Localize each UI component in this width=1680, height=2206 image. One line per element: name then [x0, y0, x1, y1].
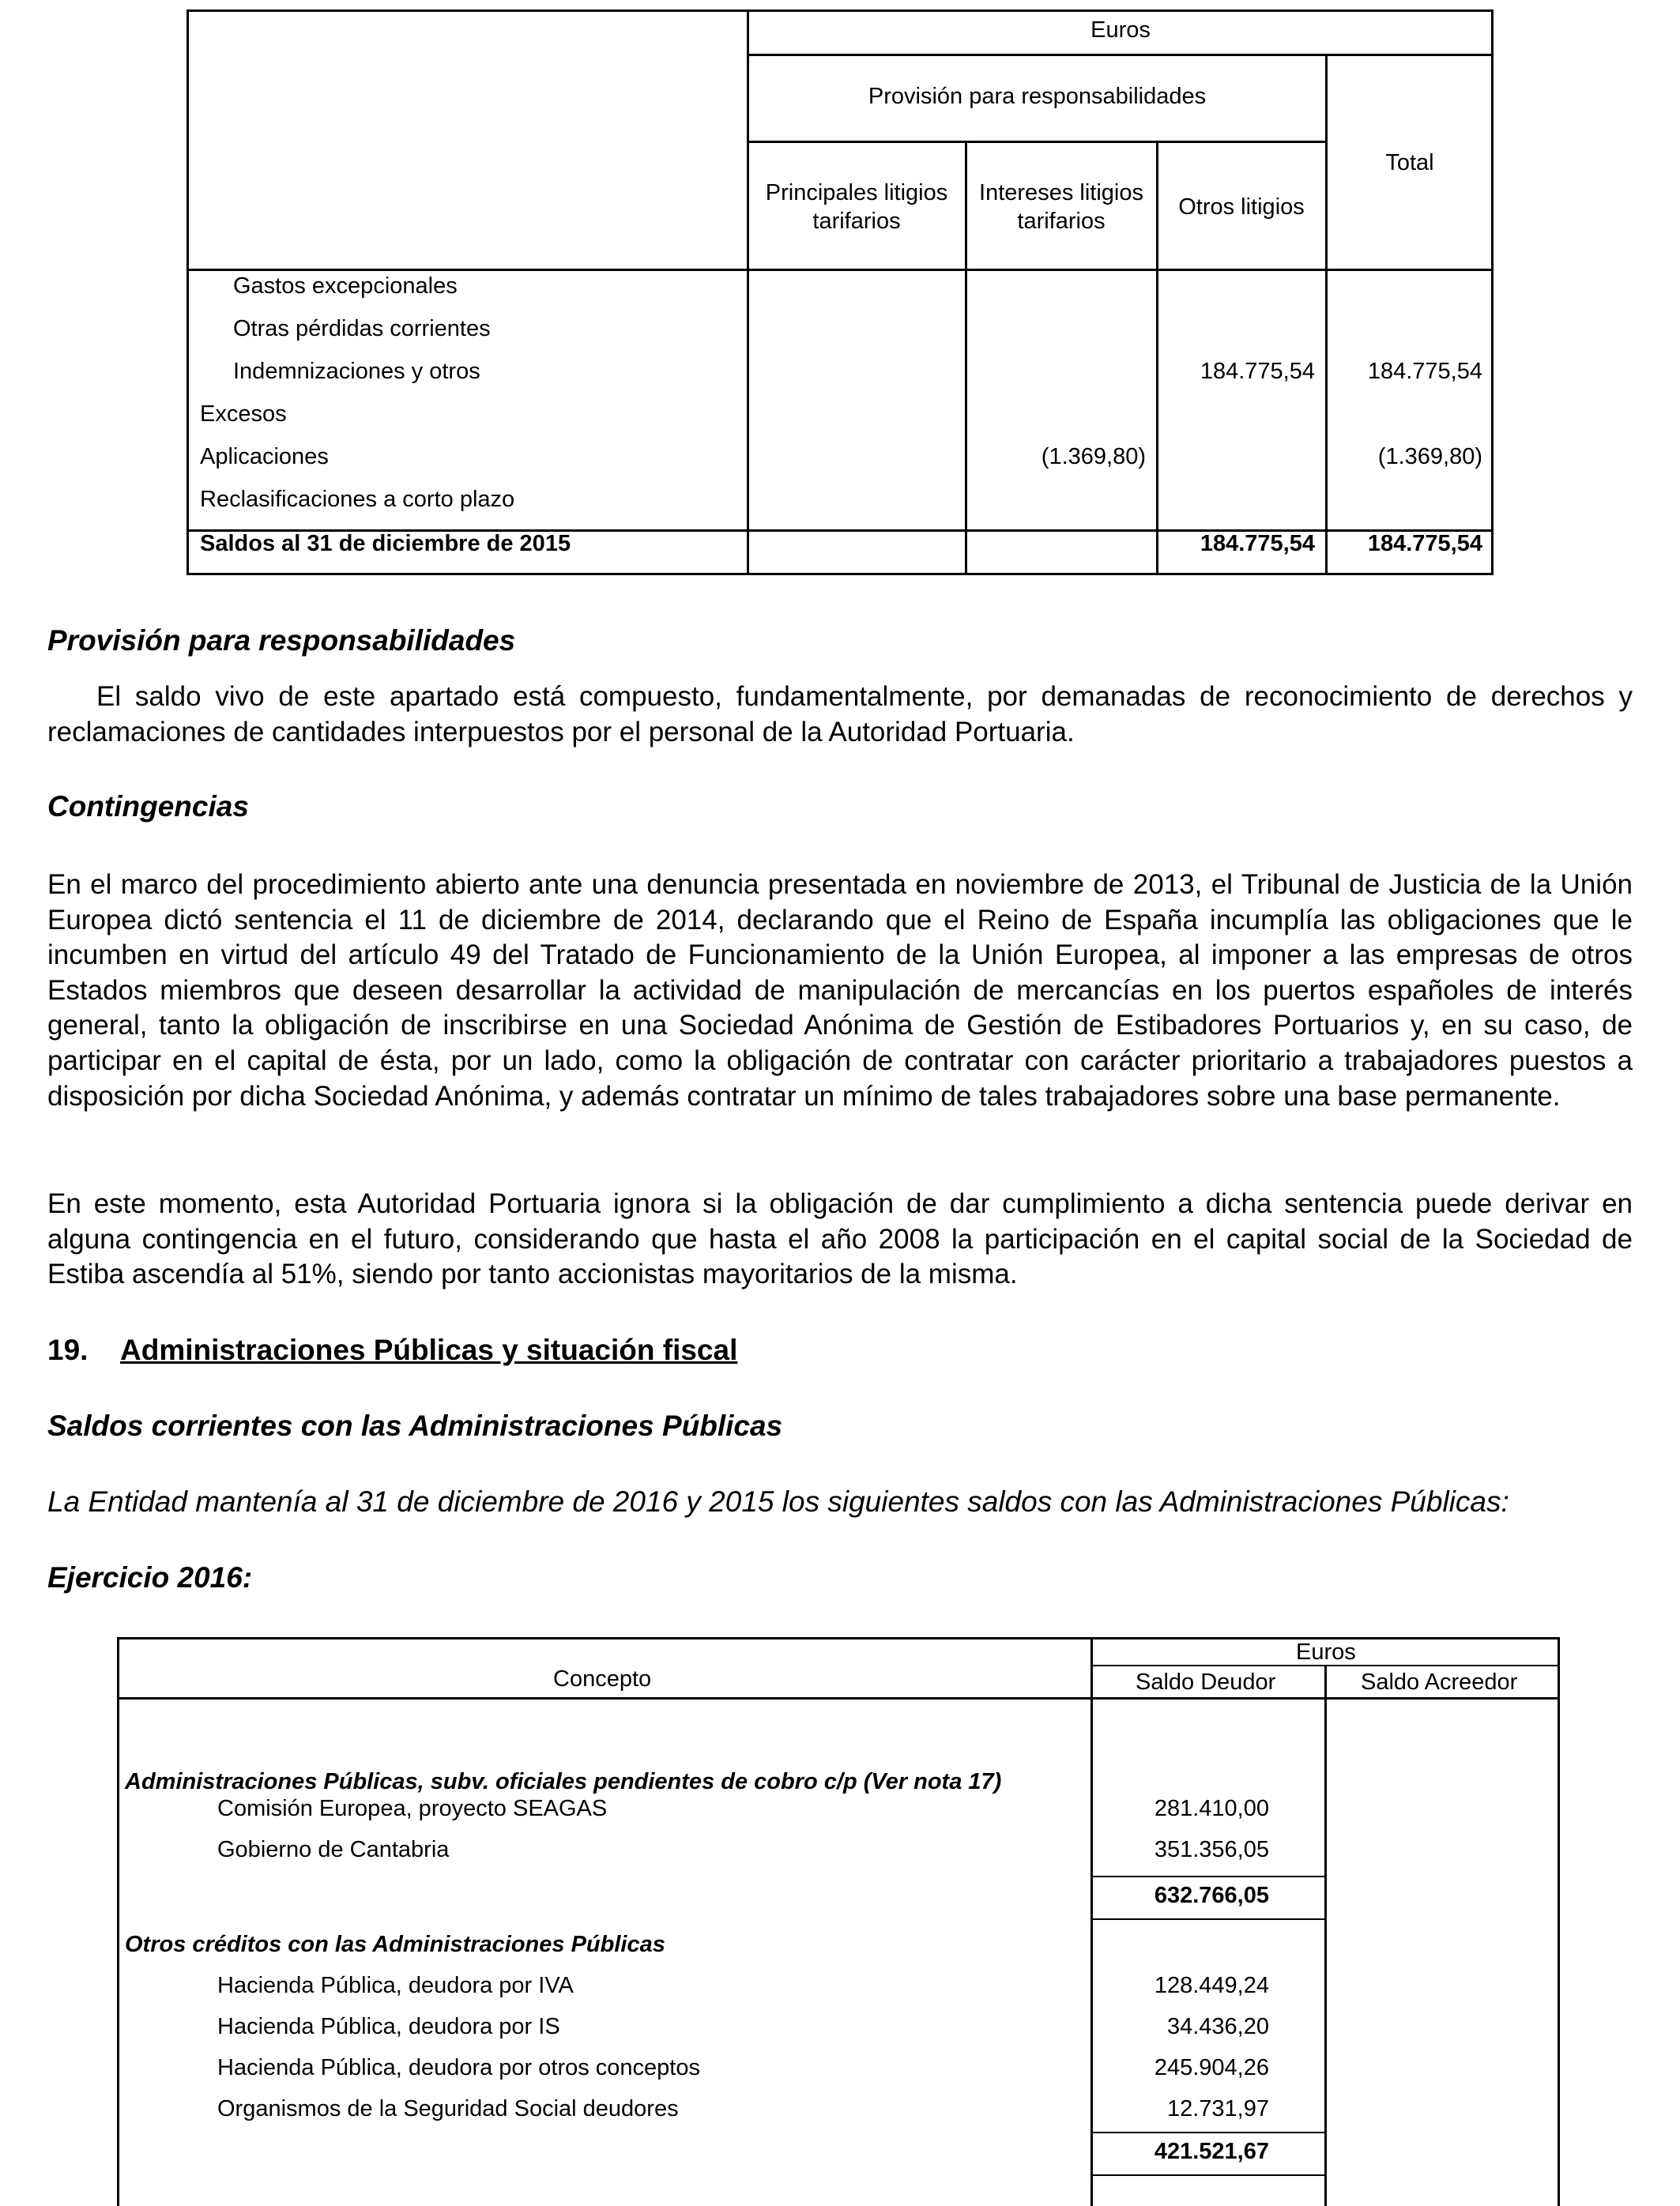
contingencias-heading: Contingencias [47, 790, 249, 823]
total-value: 184.775,54 [1200, 531, 1315, 556]
header-intereses: Intereses litigios tarifarios [979, 180, 1143, 234]
table2-rule [1090, 1876, 1324, 1877]
row-label: Gobierno de Cantabria [217, 1837, 450, 1862]
contingencias-paragraph-2: En este momento, esta Autoridad Portuaria ignora si la obligación de dar cumplimiento a dicha sentencia puede derivar en alguna contingencia en el futuro, considerando que hasta el año 2008 la participación en el capital social de la Sociedad de Estiba ascendía al 51%, siendo por tanto accionistas mayoritarios de la misma. [47, 1188, 1633, 1290]
table1-rule [747, 54, 1494, 56]
table1-divider [1325, 54, 1328, 575]
group-title: Administraciones Públicas, subv. oficiales pendientes de cobro c/p (Ver nota 17) [125, 1769, 1002, 1794]
section-number: 19. [47, 1334, 89, 1366]
row-label: Reclasificaciones a corto plazo [200, 487, 515, 512]
header-deudor: Saldo Deudor [1136, 1670, 1276, 1695]
row-label: Excesos [200, 401, 287, 427]
header-total: Total [1385, 150, 1434, 175]
provision-paragraph: El saldo vivo de este apartado está compuesto, fundamentalmente, por demanadas de reconocimiento de derechos y reclamaciones de cantidades interpuestos por el personal de la Autoridad Portuaria. [47, 681, 1633, 747]
row-value: (1.369,80) [1377, 444, 1482, 469]
row-value: 245.904,26 [1154, 2055, 1269, 2080]
header-otros: Otros litigios [1178, 194, 1305, 220]
group-title: Otros créditos con las Administraciones Públicas [125, 1932, 665, 1957]
table1-rule [747, 141, 1326, 143]
row-label: Hacienda Pública, deudora por IS [217, 2014, 560, 2039]
row-label: Organismos de la Seguridad Social deudores [217, 2096, 679, 2121]
header-acreedor: Saldo Acreedor [1361, 1670, 1518, 1695]
row-label: Aplicaciones [200, 444, 329, 469]
header-concepto: Concepto [553, 1666, 652, 1692]
row-value: 184.775,54 [1200, 359, 1315, 384]
table1-rule [186, 269, 1494, 271]
ejercicio-heading: Ejercicio 2016: [47, 1561, 253, 1594]
row-value: 281.410,00 [1154, 1796, 1269, 1821]
row-label: Hacienda Pública, deudora por otros conceptos [217, 2055, 700, 2080]
total-value: 184.775,54 [1367, 531, 1482, 556]
contingencias-paragraph-1: En el marco del procedimiento abierto ante una denuncia presentada en noviembre de 2013, el Tribunal de Justicia de la Unión Europea dictó sentencia el 11 de diciembre de 2014, declarando que el Reino de España incumplía las obligaciones que le incumben en virtud del artículo 49 del Tratado de Funcionamiento de la Unión Europea, al imponer a las empresas de otros Estados miembros que deseen desarrollar la actividad de manipulación de mercancías en los puertos españoles de interés general, tanto la obligación de inscribirse en una Sociedad Anónima de Gestión de Estibadores Portuarios y, en su caso, de participar en el capital de ésta, por un lado, como la obligación de contratar con carácter prioritario a trabajadores puestos a disposición por dicha Sociedad Anónima, y además contratar un mínimo de tales trabajadores sobre una base permanente. [47, 869, 1633, 1112]
table2-divider [1090, 1637, 1093, 2206]
table2-rule [117, 1697, 1560, 1700]
group-total: 632.766,05 [1154, 1883, 1269, 1908]
total-label: Saldos al 31 de diciembre de 2015 [200, 531, 571, 556]
intro-paragraph: La Entidad mantenía al 31 de diciembre de 2016 y 2015 los siguientes saldos con las Administraciones Públicas: [47, 1485, 1509, 1518]
group-total: 421.521,67 [1154, 2139, 1269, 2164]
section-title: Administraciones Públicas y situación fiscal [120, 1334, 738, 1366]
row-value: 184.775,54 [1367, 359, 1482, 384]
table2-rule [1090, 1918, 1324, 1920]
row-label: Gastos excepcionales [233, 273, 458, 299]
row-value: (1.369,80) [1041, 444, 1146, 469]
row-value: 12.731,97 [1166, 2096, 1269, 2121]
table2-rule [1090, 2132, 1324, 2133]
header-euros-2: Euros [1296, 1639, 1356, 1665]
row-label: Hacienda Pública, deudora por IVA [217, 1973, 574, 1998]
row-label: Indemnizaciones y otros [233, 359, 480, 384]
row-value: 351.356,05 [1154, 1837, 1269, 1862]
row-label: Comisión Europea, proyecto SEAGAS [217, 1796, 608, 1821]
header-provision: Provisión para responsabilidades [868, 84, 1207, 109]
table2-divider [1324, 1666, 1327, 2206]
header-euros: Euros [1090, 17, 1151, 43]
row-label: Otras pérdidas corrientes [233, 316, 491, 341]
saldos-heading: Saldos corrientes con las Administraciones Públicas [47, 1410, 783, 1442]
provision-heading: Provisión para responsabilidades [47, 624, 516, 657]
table2-rule [1090, 2174, 1324, 2176]
row-value: 128.449,24 [1154, 1973, 1269, 1998]
header-principales: Principales litigios tarifarios [765, 180, 948, 234]
row-value: 34.436,20 [1166, 2014, 1269, 2039]
